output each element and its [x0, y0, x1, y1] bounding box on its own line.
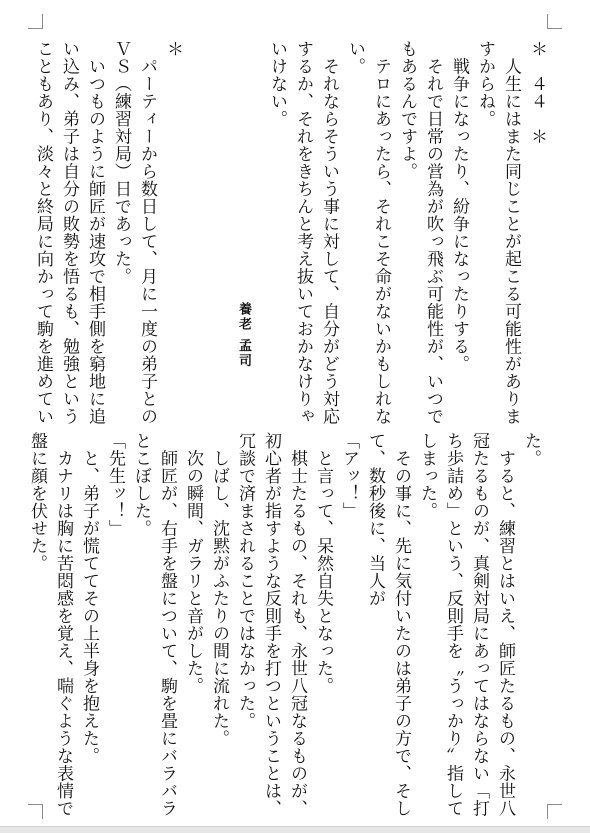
text-line: と言って、呆然自失となった。	[313, 432, 333, 695]
text-line: とこぼした。	[131, 432, 151, 537]
text-line: すると、練習とはいえ、師匠たるもの、永世八	[495, 432, 515, 817]
page-corner-mark	[28, 804, 43, 819]
text-line: て、数秒後に、当人が	[365, 432, 385, 607]
text-line: ＊ ４４ ＊	[527, 40, 547, 145]
text-line: 冠たるものが、真剣対局にあってはならない「打	[469, 432, 489, 817]
text-line: 戦争になったり、紛争になったりする。	[449, 40, 469, 373]
text-line: ＊	[163, 40, 183, 58]
text-line: しばし、沈黙がふたりの間に流れた。	[209, 432, 229, 747]
text-line: テロにあったら、それこそ命がないかもしれな	[371, 40, 391, 425]
text-line: 師匠が、右手を盤について、駒を畳にバラバラ	[157, 432, 177, 817]
text-line: カナリは胸に苦悶感を覚え、喘ぐような表情で	[53, 432, 73, 817]
text-line: 盤に顔を伏せた。	[27, 432, 47, 572]
text-line: 「アッ！」	[339, 432, 359, 520]
text-line: 初心者が指すような反則手を打つということは、	[261, 432, 281, 817]
page-corner-mark	[547, 804, 562, 819]
horizontal-scrollbar[interactable]	[0, 826, 590, 833]
text-line: パーティーから数日して、月に一度の弟子との	[137, 40, 157, 425]
text-line: いけない。	[267, 40, 287, 128]
text-line: 人生にはまた同じことが起こる可能性がありま	[501, 40, 521, 425]
text-line: こともあり、淡々と終局に向かって駒を進めてい	[33, 40, 53, 425]
text-line: 次の瞬間、ガラリと音がした。	[183, 432, 203, 695]
text-line: すからね。	[475, 40, 495, 128]
text-line: もあるんですよ。	[397, 40, 417, 180]
text-line: 棋士たるもの、それも、永世八冠なるものが、	[287, 432, 307, 817]
text-line: い。	[345, 40, 365, 75]
text-line: ＶＳ（練習対局）日であった。	[111, 40, 131, 285]
author-name: 養老 孟司	[236, 302, 251, 369]
text-line: ち歩詰め」という、反則手を〝うっかり〟指して	[443, 432, 463, 817]
lower-text-column	[24, 432, 544, 817]
text-line: それで日常の営為が吹っ飛ぶ可能性が、いつで	[423, 40, 443, 425]
page-corner-mark	[547, 14, 562, 29]
text-line: た。	[521, 432, 541, 467]
upper-text-column	[30, 40, 550, 425]
text-line: するか、それをきちんと考え抜いておかなけりゃ	[293, 40, 313, 425]
text-line: いつものように師匠が速攻で相手側を窮地に追	[85, 40, 105, 425]
text-line: それならそういう事に対して、自分がどう対応	[319, 40, 339, 425]
text-line: 冗談で済まされることではなかった。	[235, 432, 255, 730]
text-line	[186, 40, 212, 395]
text-line: い込み、弟子は自分の敗勢を悟るも、勉強という	[59, 40, 79, 425]
text-line: しまった。	[417, 432, 437, 520]
text-line: その事に、先に気付いたのは弟子の方で、そし	[391, 432, 411, 817]
page-corner-mark	[28, 14, 43, 29]
text-line: と、弟子が慌ててその上半身を抱えた。	[79, 432, 99, 765]
text-line: 「先生ッ！」	[105, 432, 125, 537]
